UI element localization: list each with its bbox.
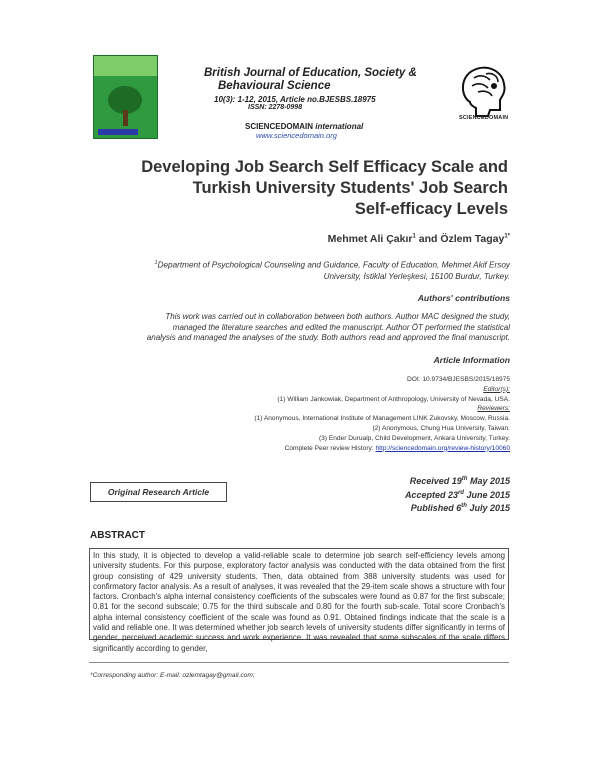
- received-date: Received 19th May 2015: [409, 476, 510, 486]
- article-type-badge: Original Research Article: [90, 482, 227, 502]
- peer-review-history: Complete Peer review History: http://sciencedomain.org/review-history/10060: [284, 444, 510, 452]
- paper-title: Developing Job Search Self Efficacy Scale and Turkish University Students' Job Search Self-efficacy Levels: [141, 158, 508, 218]
- journal-issn: ISSN: 2278-0998: [248, 104, 303, 111]
- author-name: Mehmet Ali Çakır: [327, 233, 413, 245]
- peer-review-history-link[interactable]: http://sciencedomain.org/review-history/10060: [375, 444, 510, 452]
- published-date: Published 6th July 2015: [410, 503, 510, 513]
- corresponding-author-footnote: *Corresponding author: E-mail: ozlemtagay@gmail.com;: [90, 672, 255, 679]
- article-dates: [320, 474, 510, 515]
- logo-caption: SCIENCEDOMAIN: [459, 115, 509, 121]
- abstract-text: In this study, it is objected to develop a valid-reliable scale to determine job search self-efficiency levels among university students. For this purpose, exploratory factor analysis was conducted with the data obtained from the first group consisting of 429 university students. Then, data obtained from 388 university students was used for confirmatory factor analysis. As a result of analyses, it was revealed that the 29-item scale shows a structure with four factors. Cronbach's alpha internal consistency coefficients of the subscales were found as 0.87 for the first subscale; 0.81 for the second subscale; 0.75 for the third subscale and 0.80 for the fourth sub-scale. Total score Cronbach's alpha internal consistency coefficient of the scale was found as 0.91. Obtained findings indicate that the scale is a valid and reliable one. It was determined whether job search levels of university students differ significantly in terms of gender, perceived academic success and work experience. It was revealed that some subscales of the scale differs significantly according to gender,: [89, 548, 509, 640]
- contributions-heading: Authors' contributions: [417, 293, 510, 303]
- footnote-divider: [89, 662, 509, 663]
- author-name: Özlem Tagay: [440, 233, 505, 245]
- publisher-website-link[interactable]: www.sciencedomain.org: [256, 131, 337, 140]
- article-info-heading: Article Information: [433, 355, 510, 365]
- reviewers-label: Reviewers:: [477, 405, 510, 413]
- article-info-block: [150, 375, 510, 453]
- reviewer-entry: (1) Anonymous, International Institute of Management LINK Zukovsky, Moscow, Russia.: [254, 415, 510, 423]
- contributions-text: This work was carried out in collaboration between both authors. Author MAC designed the study, managed the literature searches and edited the manuscript. Author ÖT performed the statistical analysis and managed the analyses of the study. Both authors read and approved the final manuscript.: [146, 312, 510, 342]
- publisher-name: SCIENCEDOMAIN international: [245, 122, 364, 131]
- journal-cover-image: [93, 55, 158, 139]
- abstract-heading: ABSTRACT: [90, 530, 145, 541]
- reviewer-entry: (3) Ender Durualp, Child Development, Ankara University, Turkey.: [318, 434, 510, 442]
- journal-title: British Journal of Education, Society & Behavioural Science: [204, 67, 417, 92]
- author-list: Mehmet Ali Çakır$^1$ and Özlem Tagay$^{1*}$: [327, 233, 510, 245]
- accepted-date: Accepted 23rd June 2015: [404, 489, 510, 500]
- reviewer-entry: (2) Anonymous, Chung Hua University, Taiwan.: [372, 424, 510, 432]
- doi: DOI: 10.9734/BJESBS/2015/18975: [406, 376, 510, 383]
- editors-label: Editor(s):: [483, 385, 510, 393]
- editor-entry: (1) William Jankowiak, Department of Anthropology, University of Nevada, USA.: [277, 395, 510, 403]
- journal-volume: 10(3): 1-12, 2015, Article no.BJESBS.18975: [214, 95, 376, 104]
- author-affiliation: $^1$Department of Psychological Counseling and Guidance, Faculty of Education, Mehmet Akif Ersoy University, İstiklal Yerleşkesi, 15100 Burdur, Turkey.: [154, 260, 510, 281]
- sciencedomain-logo-icon: [456, 62, 510, 122]
